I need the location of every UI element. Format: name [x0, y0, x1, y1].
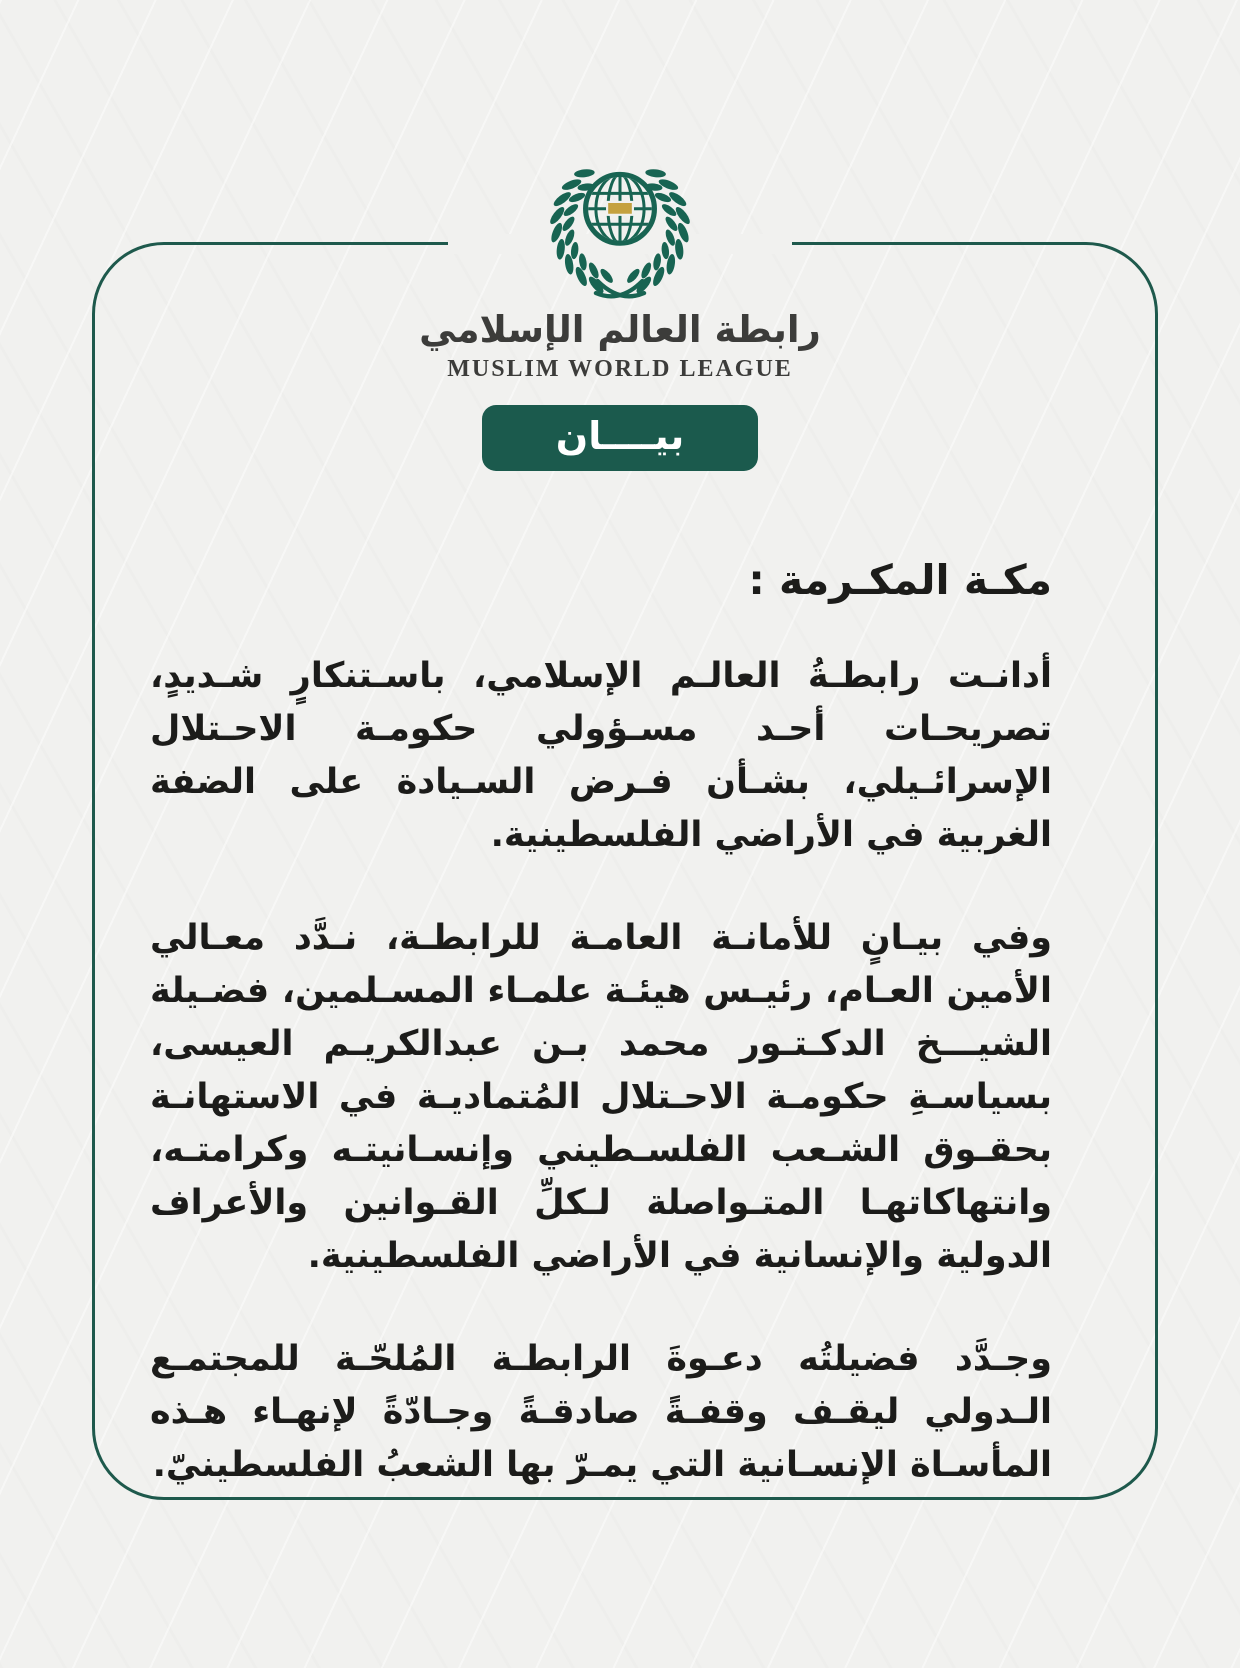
wreath-globe-icon: [534, 140, 706, 312]
brand-header: [0, 140, 1240, 471]
statement-paragraph-3: وجـدَّد فضيلتُه دعـوةَ الرابطـة المُلحّـة للمجتمـع الـدولي ليقـف وقفـةً صادقـةً وجـادّةً لإنهـاء هـذه المأسـاة الإنسـانية التي يمـرّ بها الشعبُ الفلسطينيّ.: [150, 1339, 1052, 1485]
statement-badge: بيــــان: [482, 405, 758, 471]
statement-paragraph-2: وفي بيـانٍ للأمانـة العامـة للرابطـة، نـدَّد معـالي الأمين العـام، رئيـس هيئـة علمـاء المسـلمين، فضـيلة الشيـــخ الدكـتـور محمد بـن عبدالكريـم العيسى، بسياسـةِ حكومـة الاحـتلال المُتماديـة في الاستهانـة بحقـوق الشـعب الفلسـطيني وإنسـانيتـه وكرامتـه، وانتهاكاتهـا المتـواصلة لـكلِّ القـوانين والأعراف الدولية والإنسانية في الأراضي الفلسطينية.: [150, 918, 1052, 1276]
statement-body: [150, 556, 1052, 1492]
brand-arabic-calligraphy: رابطة العالم الإسلامي: [419, 308, 821, 351]
statement-heading: مكـة المكـرمة :: [748, 556, 1052, 604]
brand-english-name: MUSLIM WORLD LEAGUE: [447, 356, 793, 383]
statement-paragraph-1: أدانـت رابطـةُ العالـم الإسلامي، باسـتنكارٍ شـديدٍ، تصريحـات أحـد مسـؤولي حكومـة الاحـتلال الإسرائـيلي، بشـأن فـرض السـيادة على الضفة الغربية في الأراضي الفلسطينية.: [150, 656, 1052, 855]
